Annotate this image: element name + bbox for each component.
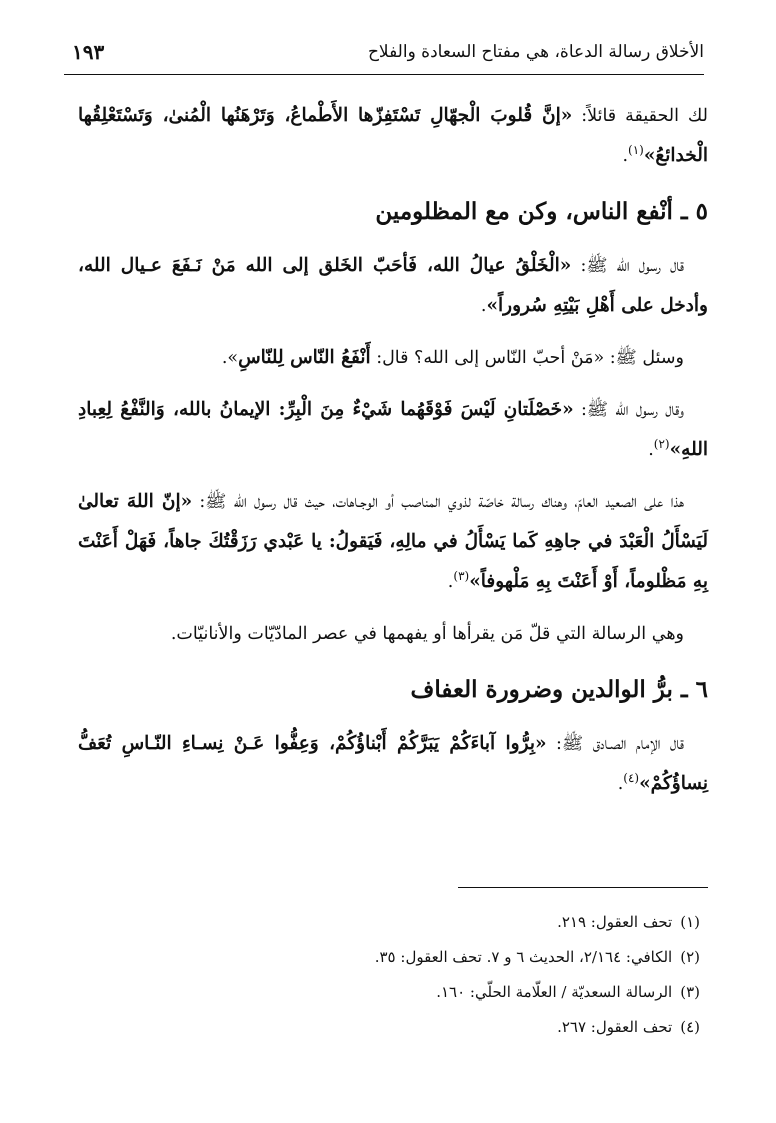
section-heading-6: ٦ ـ برُّ الوالدين وضرورة العفاف (410, 676, 708, 703)
paragraph-4-text: وقال رسول الله ﷺ: (573, 400, 684, 420)
footnote-number: (٤) (680, 1018, 700, 1036)
paragraph-3-text: وسئل ﷺ: «مَنْ أحبّ النّاس إلى الله؟ قال: (370, 348, 684, 368)
footnote-number: (٣) (680, 983, 700, 1001)
page-number: ١٩٣ (72, 40, 105, 64)
footnote-ref-4: (٤) (623, 771, 640, 786)
paragraph-7-end: . (617, 774, 624, 794)
footnote-item (80, 975, 700, 1010)
paragraph-3 (78, 338, 708, 378)
footnote-number: (١) (680, 913, 700, 931)
page-body (78, 96, 708, 816)
footnote-item (80, 940, 700, 975)
quote-5: «إنّ اللهَ تعالىٰ لَيَسْأَلُ الْعَبْدَ في جاهِهِ كَما يَسْأَلُ في مالِهِ، فَيَقولُ: يا عَبْدي رَزَقْتُكَ جاهاً، فَهَلْ أَعَنْتَ بِهِ مَظْلوماً، أَوْ أَعَنْتَ بِهِ مَلْهوفاً» (78, 491, 708, 592)
quote-7: «بِرُّوا آباءَكُمْ يَبَرَّكُمْ أَبْناؤُكُمْ، وَعِفُّوا عَـنْ نِسـاءِ النّـاسِ تُعَفُّ نِساؤُكُمْ» (78, 733, 708, 794)
paragraph-2 (78, 246, 708, 326)
quote-2: «الْخَلْقُ عيالُ الله، فَأحَبّ الخَلق إلى الله مَنْ نَـفَعَ عـيال الله، وأدخل على أَهْلِ بَيْتِهِ سُروراً» (78, 255, 708, 316)
quote-1: «إنَّ قُلوبَ الْجهّالِ تَسْتَفِزّها الأَطْماعُ، وَتَرْهَنُها الْمُنىٰ، وَتَسْتَعْلِقُها الْخدائعُ» (78, 105, 708, 166)
footnote-ref-1: (١) (628, 143, 644, 158)
footnote-divider (458, 887, 708, 888)
footnote-item (80, 1010, 700, 1045)
footnote-item (80, 905, 700, 940)
footnote-ref-2: (٢) (653, 437, 670, 452)
paragraph-6: وهي الرسالة التي قلّ مَن يقرأها أو يفهمها في عصر المادّيّات والأنانيّات. (170, 624, 684, 644)
footnote-ref-3: (٣) (453, 569, 470, 584)
footnote-number: (٢) (680, 948, 700, 966)
paragraph-2-end: . (480, 296, 487, 316)
quote-3: أَنْفَعُ النّاس لِلنّاسِ (238, 347, 371, 368)
quote-4: «خَصْلَتانِ لَيْسَ فَوْقَهُما شَيْءٌ مِنَ الْبِرِّ: الإيمانُ بالله، وَالنَّفْعُ لِعِبادِ اللهِ» (78, 399, 708, 460)
paragraph-1-end: . (622, 146, 629, 166)
paragraph-7 (78, 724, 708, 804)
paragraph-1 (78, 96, 708, 176)
page-header (64, 36, 704, 75)
paragraph-5 (78, 482, 708, 602)
paragraph-5-text: هذا على الصعيد العامّ، وهناك رسالة خاصّة لذوي المناصب أو الوجـاهات، حيث قال رسول الله ﷺ: (192, 492, 684, 512)
footnotes-list (80, 905, 700, 1045)
footnote-text: تحف العقول: ٢١٩. (557, 913, 673, 931)
paragraph-4-end: . (648, 440, 654, 460)
footnote-text: الرسالة السعديّة / العلّامة الحلّي: ١٦٠. (436, 983, 673, 1001)
paragraph-4 (78, 390, 708, 470)
paragraph-5-end: . (447, 572, 454, 592)
footnote-text: تحف العقول: ٢٦٧. (557, 1018, 673, 1036)
paragraph-2-text: قال رسول الله ﷺ: (571, 256, 685, 276)
section-heading-5: ٥ ـ أنْفع الناس، وكن مع المظلومين (375, 198, 708, 225)
footnote-text: الكافي: ٢/١٦٤، الحديث ٦ و ٧. تحف العقول: ٣٥. (374, 948, 673, 966)
paragraph-3-end: ». (221, 348, 239, 368)
running-title: الأخلاق رسالة الدعاة، هي مفتاح السعادة والفلاح (367, 42, 704, 62)
paragraph-7-text: قال الإمام الصـادق ﷺ: (546, 734, 684, 754)
paragraph-1-text: لك الحقيقة قائلاً: (572, 106, 708, 126)
